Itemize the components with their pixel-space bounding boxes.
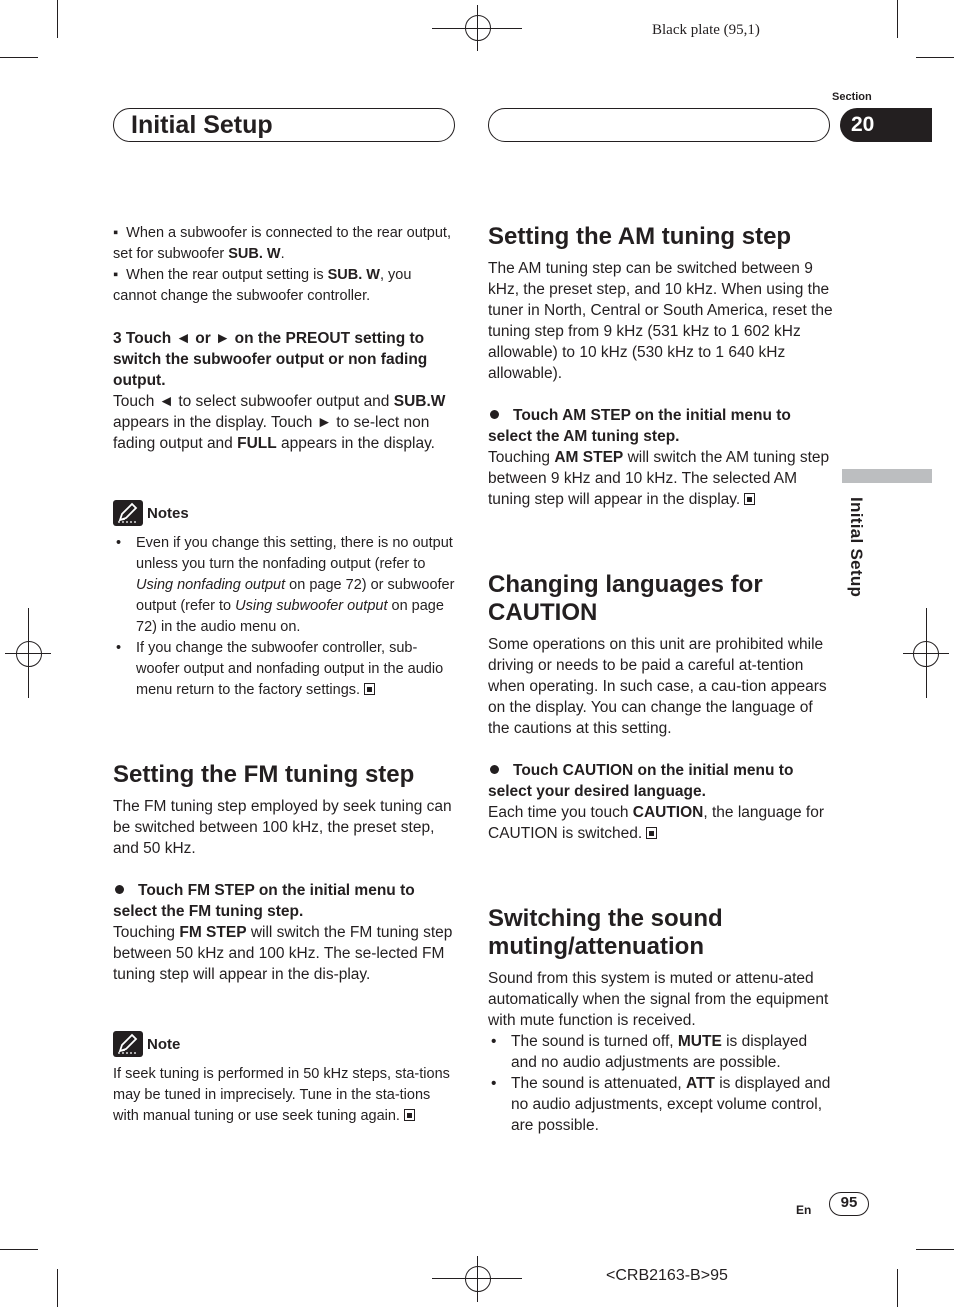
registration-line	[477, 1256, 478, 1302]
crop-mark	[916, 57, 954, 58]
section-label: Section	[832, 91, 872, 103]
am-step: Touch AM STEP on the initial menu to select the AM tuning step.	[488, 407, 791, 445]
mute-section	[488, 905, 833, 1136]
bullet-dot-icon	[115, 885, 124, 894]
language-label: En	[796, 1203, 812, 1217]
mute-item: • The sound is attenuated, ATT is displayed and no audio adjustments, except volume control, are possible.	[488, 1073, 833, 1136]
end-mark-icon	[646, 827, 657, 839]
am-step-body: Touching AM STEP will switch the AM tuning step between 9 kHz and 10 kHz. The selected AM tuning step will appear in the display.	[488, 449, 830, 508]
step-3	[113, 328, 458, 454]
side-tab-label: Initial Setup	[847, 497, 866, 598]
crop-mark	[916, 1249, 954, 1250]
notes-heading: Notes	[113, 500, 458, 526]
registration-mark	[465, 1266, 491, 1292]
left-intro	[113, 223, 455, 307]
fm-step-body: Touching FM STEP will switch the FM tuning step between 50 kHz and 100 kHz. The se-lected FM tuning step will appear in the dis-play.	[113, 924, 453, 983]
crop-mark	[897, 0, 898, 38]
note-block	[113, 1031, 458, 1127]
note-body: If seek tuning is performed in 50 kHz steps, sta-tions may be tuned in imprecisely. Tune in the sta-tions with manual tuning or use seek tuning again.	[113, 1066, 450, 1124]
caution-body: Some operations on this unit are prohibited while driving or needs to be paid a careful at-tention when operating. In such case, a cau-tion appears on the display. You can change the language of the cautions at this setting.	[488, 636, 827, 737]
step-3-body: Touch ◄ to select subwoofer output and SUB.W appears in the display. Touch ► to se-lect non fading output and FULL appears in the display.	[113, 393, 446, 452]
crop-mark	[57, 0, 58, 38]
mute-item: • The sound is turned off, MUTE is displayed and no audio adjustments are possible.	[488, 1031, 833, 1073]
caution-step-body: Each time you touch CAUTION, the language for CAUTION is switched.	[488, 804, 825, 842]
am-title: Setting the AM tuning step	[488, 223, 792, 250]
am-body: The AM tuning step can be switched between 9 kHz, the preset step, and 10 kHz. When using the tuner in North, Central or South America, reset the tuning step from 9 kHz (531 kHz to 1 602 kHz allowable) to 10 kHz (530 kHz to 1 640 kHz allowable).	[488, 260, 833, 382]
page-title: Initial Setup	[131, 111, 273, 139]
pencil-icon	[113, 500, 143, 526]
document-code: <CRB2163-B>95	[606, 1267, 728, 1284]
note-item: • Even if you change this setting, there is no output unless you turn the nonfading output (refer to Using nonfading output on page 72) or subwoofer output (refer to Using subwoofer output on page 72) in the audio menu on.	[113, 533, 458, 638]
title-pill-right	[488, 108, 830, 142]
crop-mark	[57, 1269, 58, 1307]
fm-section	[113, 761, 458, 985]
caution-step: Touch CAUTION on the initial menu to select your desired language.	[488, 762, 794, 800]
mute-body: Sound from this system is muted or attenu-ated automatically when the signal from the equipment with mute function is received.	[488, 970, 829, 1029]
mute-title: Switching the sound muting/attenuation	[488, 905, 723, 960]
bullet-dot-icon	[490, 765, 499, 774]
crop-mark	[0, 57, 38, 58]
registration-line	[28, 608, 29, 698]
plate-label: Black plate (95,1)	[652, 22, 760, 38]
fm-step: Touch FM STEP on the initial menu to select the FM tuning step.	[113, 882, 415, 920]
pencil-icon	[113, 1031, 143, 1057]
step-3-heading: 3 Touch ◄ or ► on the PREOUT setting to switch the subwoofer output or non fading output.	[113, 330, 428, 389]
crop-mark	[0, 1249, 38, 1250]
fm-title: Setting the FM tuning step	[113, 761, 415, 788]
intro-bullet: ▪ When a subwoofer is connected to the rear output, set for subwoofer SUB. W.	[113, 223, 455, 265]
page-number: 95	[840, 1194, 858, 1211]
bullet-dot-icon	[490, 410, 499, 419]
note-heading: Note	[113, 1031, 458, 1057]
registration-line	[477, 5, 478, 51]
registration-mark	[16, 641, 42, 667]
registration-line	[926, 608, 927, 698]
section-number: 20	[851, 113, 875, 136]
side-tab-bar	[842, 469, 932, 483]
end-mark-icon	[744, 493, 755, 505]
am-section	[488, 223, 833, 510]
fm-body: The FM tuning step employed by seek tuning can be switched between 100 kHz, the preset step, and 50 kHz.	[113, 798, 452, 857]
notes-block	[113, 500, 458, 701]
end-mark-icon	[364, 683, 375, 695]
end-mark-icon	[404, 1109, 415, 1121]
note-item: • If you change the subwoofer controller, sub-woofer output and nonfading output in the audio menu return to the factory settings.	[113, 638, 458, 701]
caution-section	[488, 571, 833, 844]
crop-mark	[897, 1269, 898, 1307]
caution-title: Changing languages for CAUTION	[488, 571, 763, 626]
intro-bullet: ▪ When the rear output setting is SUB. W, you cannot change the subwoofer controller.	[113, 265, 455, 307]
